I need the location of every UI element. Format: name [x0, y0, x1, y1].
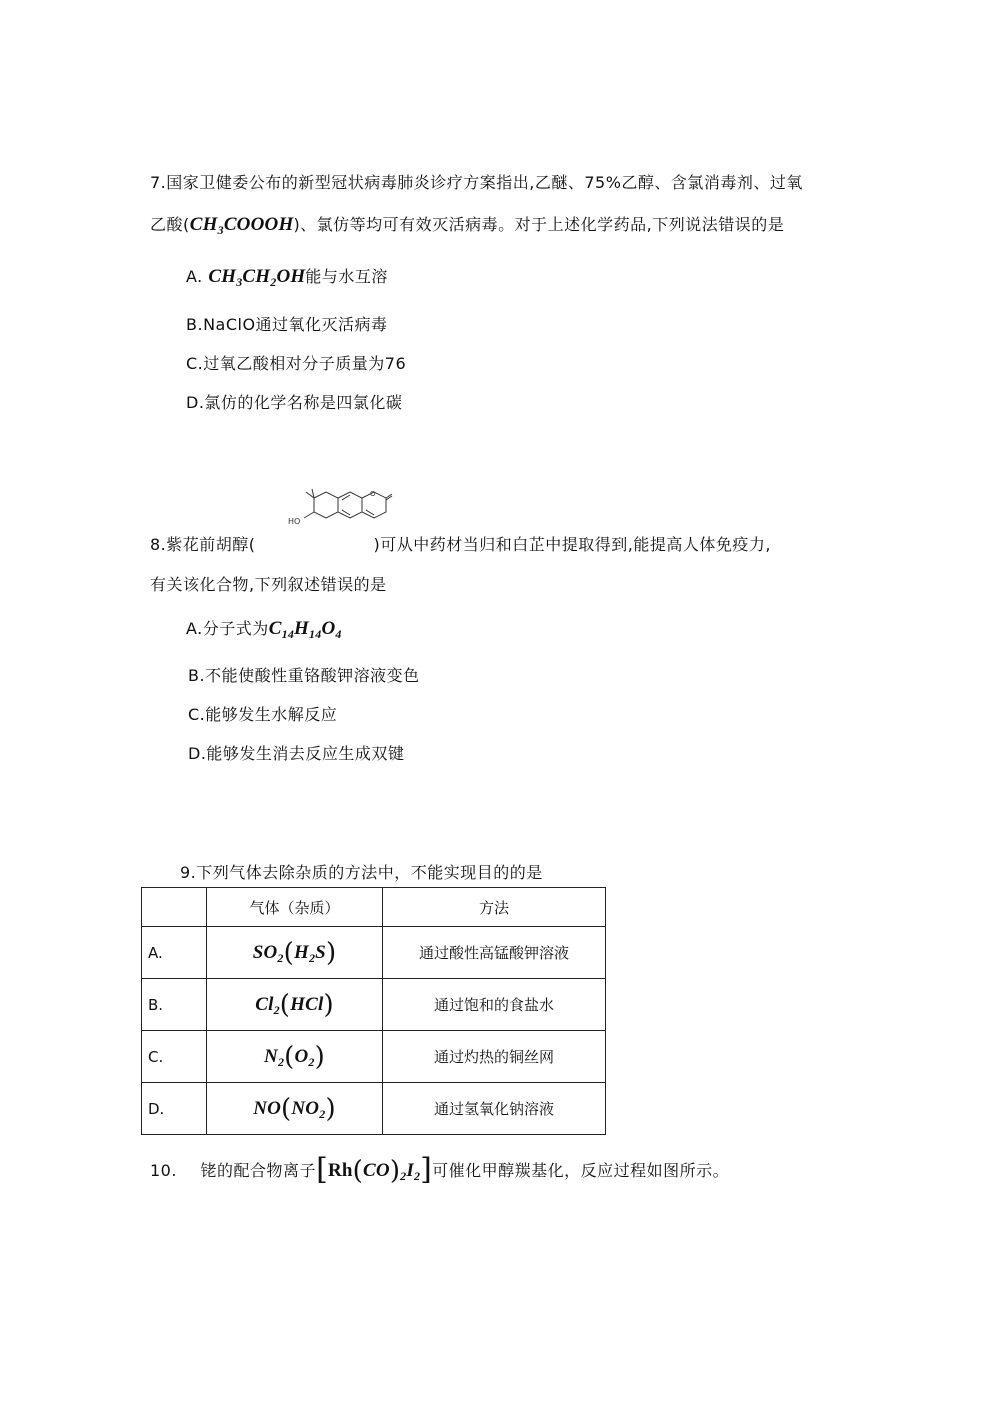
- formula-sub: 2: [308, 1054, 315, 1069]
- option-label: A.: [186, 267, 203, 286]
- formula-part: OH: [276, 266, 306, 287]
- method-cell: 通过灼热的铜丝网: [383, 1031, 606, 1083]
- structure-ho-label: HO: [288, 517, 301, 526]
- formula-part: S: [315, 941, 326, 963]
- formula-part: CH: [242, 266, 271, 287]
- formula-part: H: [293, 941, 309, 963]
- formula-sub: 2: [277, 1054, 285, 1069]
- q7-stem-pre: 乙酸(: [150, 215, 190, 234]
- gas-formula: $NO(NO_2)$: [207, 1083, 383, 1135]
- method-cell: 通过饱和的食盐水: [383, 979, 606, 1031]
- formula-sub: 14: [309, 627, 322, 641]
- q7-stem-line1: 7.国家卫健委公布的新型冠状病毒肺炎诊疗方案指出,乙醚、75%乙醇、含氯消毒剂、过氧: [150, 173, 803, 192]
- formula-part: C: [268, 618, 282, 639]
- q10-stem: [150, 1152, 729, 1187]
- formula-part: CH: [208, 266, 237, 287]
- formula-part: Cl: [255, 993, 274, 1015]
- ethanol-formula: [208, 266, 305, 287]
- formula-part: O: [321, 618, 336, 639]
- svg-text:O: O: [370, 490, 376, 498]
- q7-option-a: [186, 264, 388, 290]
- q7-stem-post: )、氯仿等均可有效灭活病毒。对于上述化学药品,下列说法错误的是: [293, 215, 785, 234]
- question-number: 10.: [150, 1161, 177, 1180]
- formula-sub: 2: [270, 275, 277, 289]
- formula-part: HCl: [290, 993, 324, 1015]
- formula-sub: 4: [335, 627, 342, 641]
- q7-option-d: D.氯仿的化学名称是四氯化碳: [186, 393, 403, 412]
- formula-sub: 14: [281, 627, 295, 641]
- formula-sub: 3: [236, 275, 243, 289]
- gas-formula: $Cl_2(HCl)$: [207, 979, 383, 1031]
- formula-part: I: [406, 1160, 414, 1181]
- q9-stem: 9.下列气体去除杂质的方法中，不能实现目的的是: [180, 863, 543, 882]
- row-label: A.: [142, 927, 207, 979]
- row-label: D.: [142, 1083, 207, 1135]
- q8-option-a: [186, 616, 342, 642]
- rhodium-complex-formula: $[Rh(CO)_2I_2]$: [316, 1152, 433, 1187]
- q7-option-b: B.NaClO通过氧化灭活病毒: [186, 315, 388, 334]
- method-cell: 通过酸性高锰酸钾溶液: [383, 927, 606, 979]
- formula-sub: 2: [308, 950, 316, 965]
- q8-stem-line2: 有关该化合物,下列叙述错误的是: [150, 575, 387, 594]
- table-row: [142, 1031, 606, 1083]
- formula-part: NO: [253, 1097, 282, 1119]
- formula-part: COOOH: [223, 214, 294, 235]
- table-row: [142, 927, 606, 979]
- q10-stem-post: 可催化甲醇羰基化，反应过程如图所示。: [432, 1161, 730, 1180]
- q7-stem-line2: [150, 212, 784, 238]
- table-row: [142, 979, 606, 1031]
- formula-part: N: [264, 1045, 278, 1067]
- table-header-row: [142, 888, 606, 927]
- molecular-formula: [269, 618, 342, 639]
- q10-stem-pre: 铑的配合物离子: [200, 1161, 317, 1180]
- q8-option-d: D.能够发生消去反应生成双键: [188, 744, 405, 763]
- impurity-table: [141, 887, 606, 1135]
- q8-stem-pre: 8.紫花前胡醇(: [150, 535, 256, 554]
- decursinol-structure-image: [284, 484, 394, 530]
- formula-sub: 3: [217, 223, 224, 237]
- table-header-cell: [142, 888, 207, 927]
- formula-part: H: [294, 618, 310, 639]
- row-label: B.: [142, 979, 207, 1031]
- q8-stem-post: )可从中药材当归和白芷中提取得到,能提高人体免疫力,: [373, 535, 771, 554]
- formula-part: CH: [189, 214, 218, 235]
- table-header-cell: 气体（杂质）: [207, 888, 383, 927]
- formula-part: SO: [252, 941, 278, 963]
- gas-formula: $N_2(O_2)$: [207, 1031, 383, 1083]
- formula-sub: 2: [273, 1002, 280, 1017]
- formula-part: CO: [363, 1160, 390, 1181]
- q8-stem-line1: [150, 532, 771, 555]
- row-label: C.: [142, 1031, 207, 1083]
- q8-option-c: C.能够发生水解反应: [188, 705, 338, 724]
- formula-sub: 2: [277, 950, 284, 965]
- formula-sub: 2: [413, 1169, 421, 1183]
- table-header-cell: 方法: [383, 888, 606, 927]
- formula-part: Rh: [327, 1160, 353, 1181]
- option-label: A.分子式为: [186, 619, 269, 638]
- q7-formula: [190, 214, 294, 235]
- formula-part: NO: [291, 1097, 320, 1119]
- method-cell: 通过氢氧化钠溶液: [383, 1083, 606, 1135]
- formula-sub: 2: [400, 1169, 407, 1183]
- option-text: 能与水互溶: [305, 267, 388, 286]
- gas-formula: $SO_2(H_2S)$: [207, 927, 383, 979]
- table-row: [142, 1083, 606, 1135]
- formula-sub: 2: [319, 1106, 326, 1121]
- formula-part: O: [294, 1045, 309, 1067]
- q8-option-b: B.不能使酸性重铬酸钾溶液变色: [188, 666, 420, 685]
- q7-option-c: C.过氧乙酸相对分子质量为76: [186, 354, 407, 373]
